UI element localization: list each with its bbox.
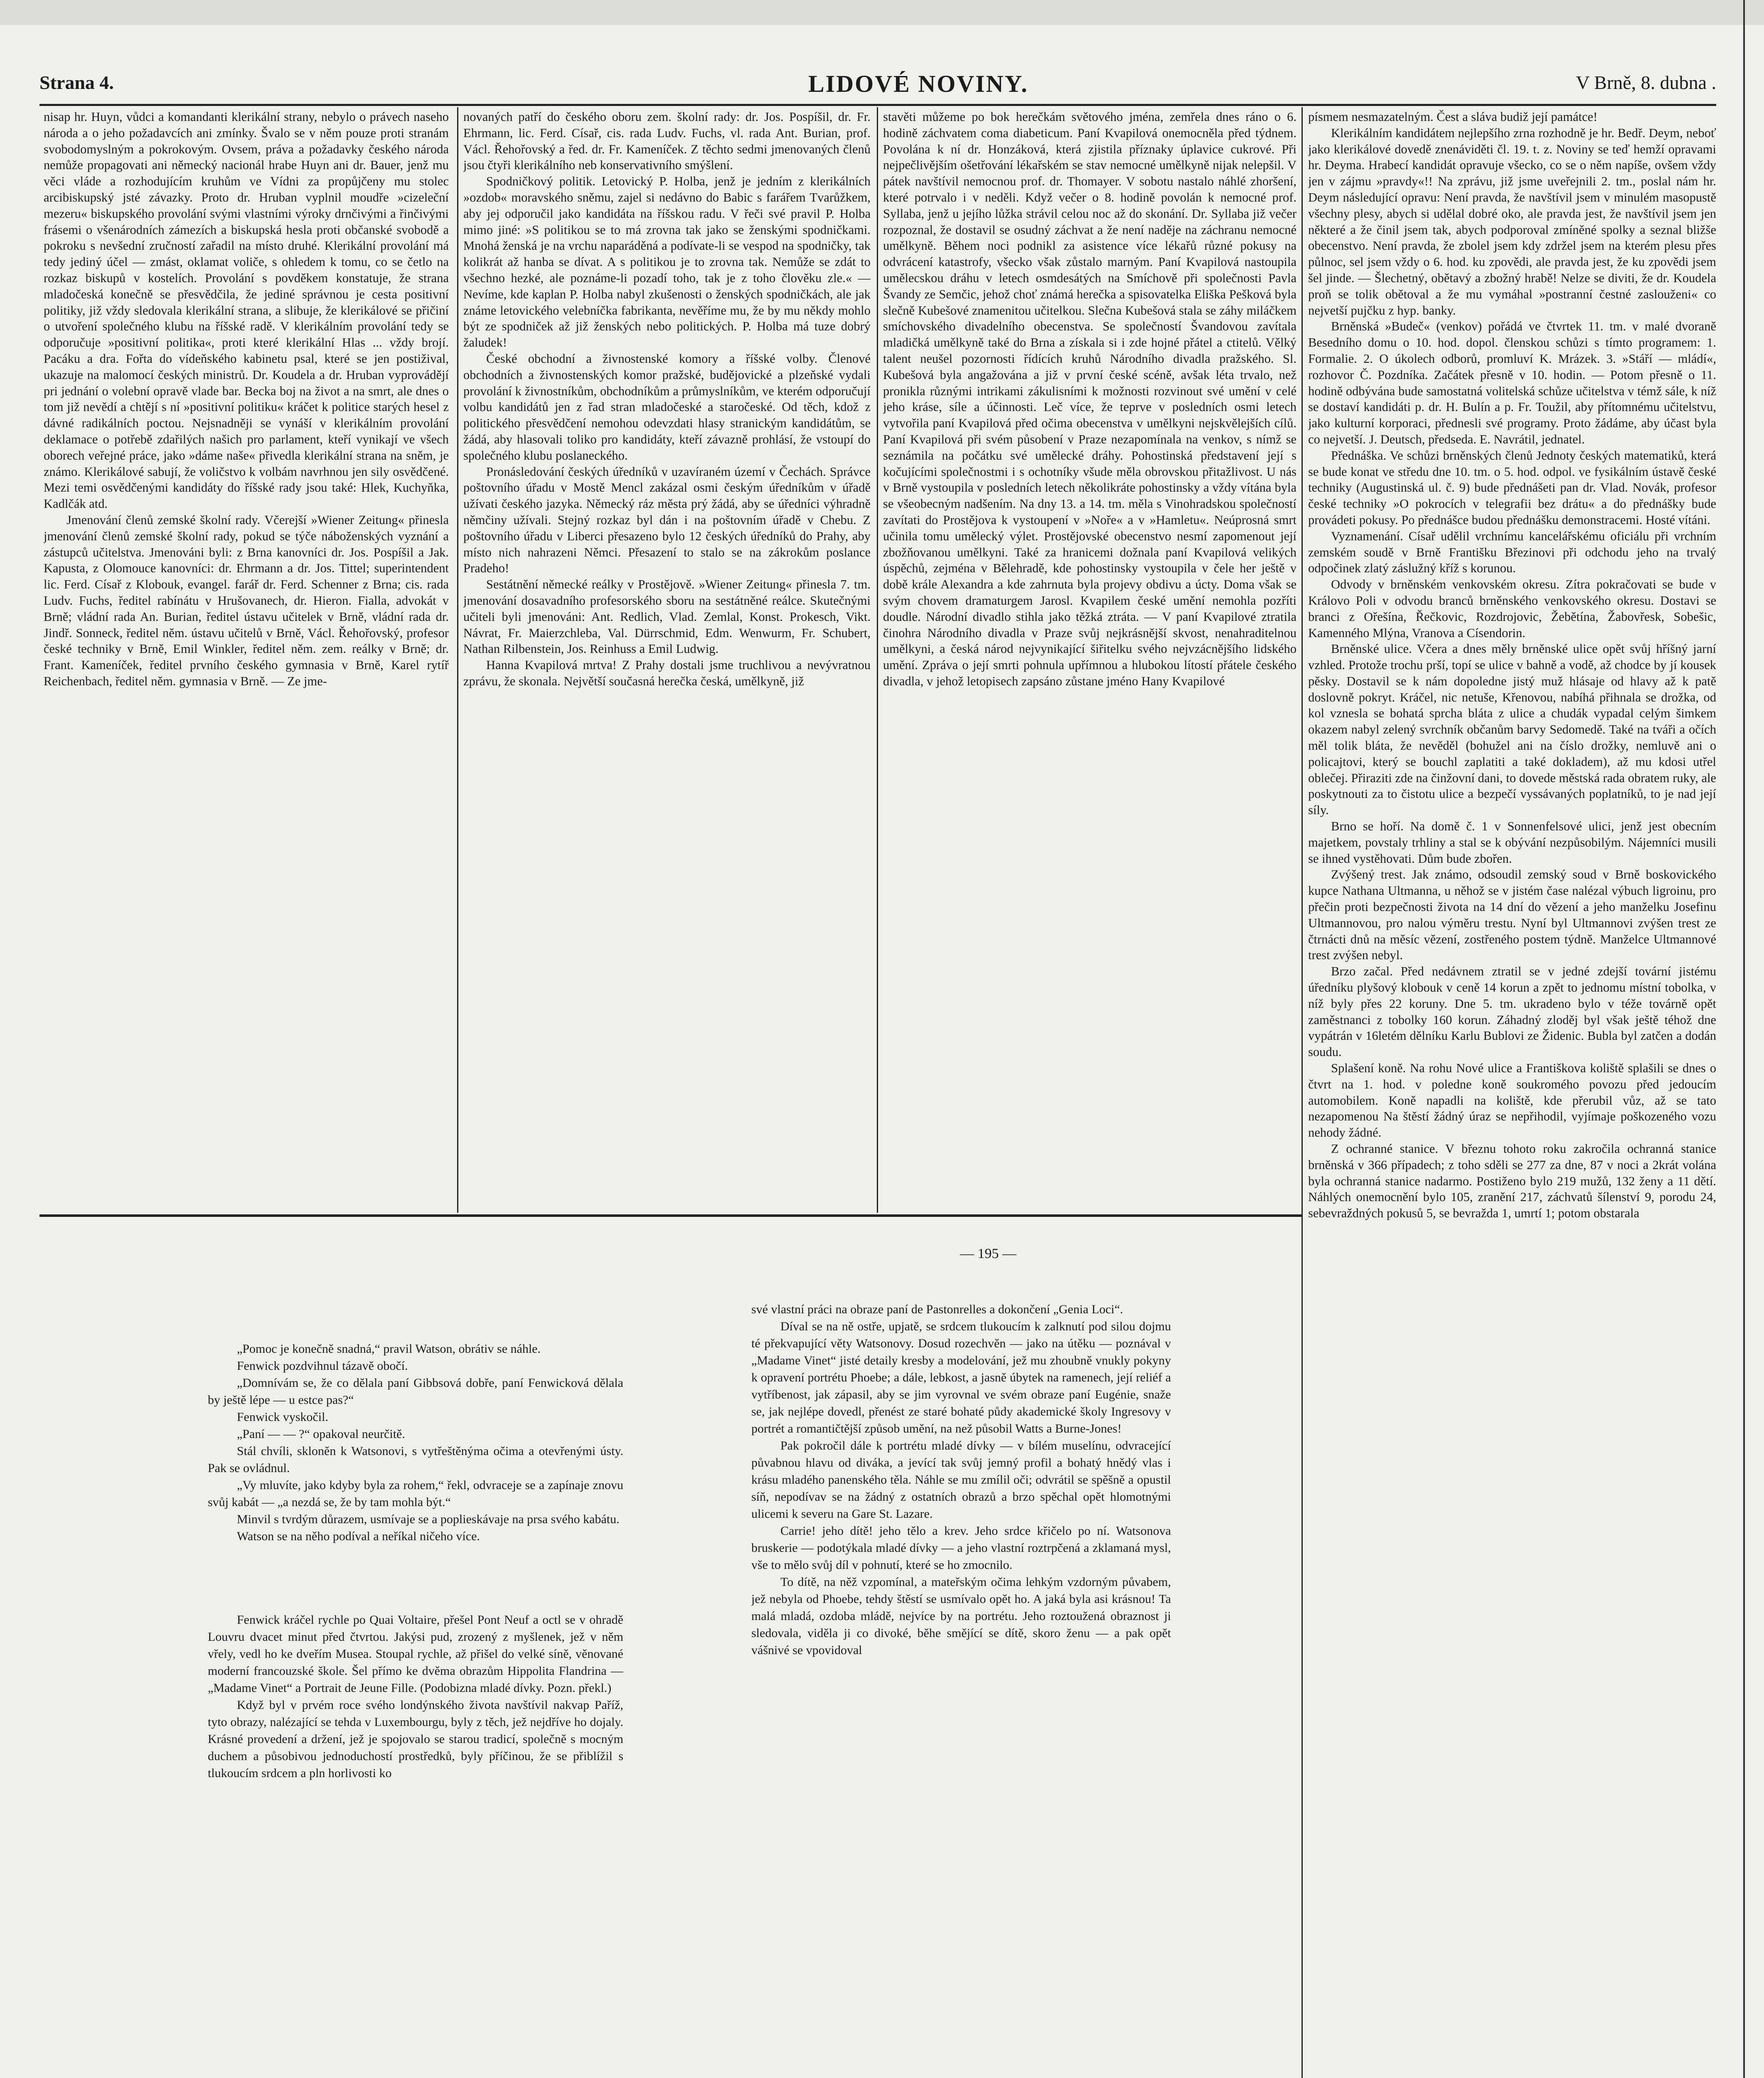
article-paragraph: Hanna Kvapilová mrtva! Z Prahy dostali jsme truchlivou a nevývratnou zprávu, že skonala. Největší současná herečka česká, umělkyně, již: [463, 658, 871, 688]
article-paragraph: Jmenování členů zemské školní rady. Včerejší »Wiener Zeitung« přinesla jmenování členů zemské školní rady, pokud se týče náboženských vyznání a zástupců učitelstva. Jmenováni byli: z Brna kanovníci dr. Jos. Pospíšil a Jak. Kapusta, z Olomouce kanovníci: dr. Ehrmann a dr. Jos. Tittel; superintendent lic. Ferd. Císař z Klobouk, evangel. farář dr. Ferd. Schenner z Brna; cis. rada Ludv. Fuchs, ředitel rabínátu v Hrušovanech, dr. Hieron. Fialla, advokát v Brně; vládní rada An. Burian, ředitel ústavu učitelek v Brně, vládní rada dr. Jindř. Sonneck, ředitel něm. ústavu učitelů v Brně, Václ. Řehořovský, profesor české techniky v Brně, Emil Winkler, ředitel něm. zem. reálky v Brně; dr. Frant. Kameníček, ředitel prvního českého gymnasia v Brně, Karel rytíř Reichenbach, ředitel něm. gymnasia v Brně. — Ze jme-: [44, 512, 449, 688]
article-paragraph: Spodničkový politik. Letovický P. Holba, jenž je jedním z klerikálních »ozdob« moravského sněmu, zajel si nedávno do Babic s farářem Tvarůžkem, aby jej odporučil jako kandidáta na říšskou radu. V řeči své pravil P. Holba mimo jiné: »S politikou se to má zrovna tak jako se ženskými spodničkami. Mnohá ženská je na vrchu naparáděná a podívate-li se vespod na spodničky, tak kolikrát až hanba se dívat. A s politikou je to zrovna tak. Nemůže se zdát to všechno hezké, ale poznáme-li pozadí toho, tak je z toho člověku zle.« — Nevíme, kde kaplan P. Holba nabyl zkušenosti o ženských spodničkách, ale jak známe letovického velebníčka fabrikanta, nevěříme mu, že by mu někdy mohlo být ze spodniček až již ženských nebo politických. P. Holba má tuze dobrý žaludek!: [463, 174, 871, 350]
masthead-title: LIDOVÉ NOVINY.: [808, 70, 1028, 97]
dateline: V Brně, 8. dubna .: [1576, 72, 1716, 93]
article-paragraph: novaných patří do českého oboru zem. školní rady: dr. Jos. Pospíšil, dr. Fr. Ehrmann, lic. Ferd. Císař, cis. rada Ludv. Fuchs, vl. rada Ant. Burian, prof. Václ. Řehořovský a řed. dr. Fr. Kameníček. Z těchto sedmi jmenovaných členů jsou čtyři klerikálního neb konservativního smýšlení.: [463, 110, 871, 172]
feuilleton-paragraph: „Paní — — ?“ opakoval neurčitě.: [237, 1427, 405, 1441]
news-column-3: [883, 109, 1297, 1211]
column-rule-1: [457, 107, 458, 1213]
article-paragraph: Brněnská »Budeč« (venkov) pořádá ve čtvrtek 11. tm. v malé dvoraně Besedního domu o 10. hod. dopol. členskou schůzi s tímto programem: 1. Formalie. 2. O úkolech odborů, promluví K. Mrázek. 3. »Stáří — mládí«, rozhovor Č. Pozdníka. Začátek přesně v 10. hodin. — Potom přesně o 11. hodině odbývána bude samostatná volitelská schůze učitelstva v témž sále, k níž se dostaví kandidáti p. dr. H. Bulín a p. Fr. Toužil, aby přítomnému učitelstvu, jako kulturní korporaci, přednesli své programy. Proto žádáme, aby účast byla co nejvetší. J. Deutsch, předseda. E. Navrátil, jednatel.: [1308, 319, 1716, 446]
column-rule-2: [877, 107, 878, 1213]
article-paragraph: Z ochranné stanice. V březnu tohoto roku zakročila ochranná stanice brněnská v 366 případech; z toho sděli se 277 za dne, 87 v noci a 2krát volána byla ochranná stanice nadarmo. Postiženo bylo 219 mužů, 132 ženy a 11 dětí. Náhlých onemocnění bylo 105, zranění 217, záchvatů šílenství 9, porodu 24, sebevraždných pokusů 5, se bevražda 1, umrtí 1; potom obstarala: [1308, 1142, 1716, 1221]
scan-top-shadow: [0, 0, 1764, 25]
article-paragraph: Vyznamenání. Císař udělil vrchnímu kancelářskému oficiálu při vrchním zemském soudě v Brně Františku Březinovi při odchodu jeho na trvalý odpočinek zlatý záslužný kříž s korunou.: [1308, 529, 1716, 576]
feuilleton-paragraph: To dítě, na něž vzpomínal, a mateřským očima lehkým vzdorným půvabem, jež nebyla od Phoebe, tehdy štěstí se usmívalo opět ho. A jaká byla asi krásnou! Ta malá mladá, ozdoba mládě, nejvíce by na portrétu. Jeho roztoužená obraznost ji sledovala, viděla ji co divoké, běhe smějící se dítě, skoro ženu — a pak opět vášnivé se vpovidoval: [751, 1575, 1171, 1657]
article-paragraph: Splašení koně. Na rohu Nové ulice a Františkova koliště splašili se dnes o čtvrt na 1. hod. v poledne koně soukromého povozu před jedoucím automobilem. Koně napadli na koliště, kde přerubil vůz, až se tato nezapomenou Na štěstí žádný úraz se nepřihodil, vyjímaje poškozeného vozu nehody žádné.: [1308, 1061, 1716, 1140]
page-header: [39, 70, 1716, 102]
article-paragraph: Brzo začal. Před nedávnem ztratil se v jedné zdejší tovární jistému úředníku plyšový klobouk v ceně 14 korun a zpět to jednomu místní tobolka, v níž byly přes 22 koruny. Dne 5. tm. ukradeno bylo v téže továrně opět zaměstnanci z tobolky 160 korun. Záhadný zloděj byl však ještě téhož dne vypátrán v 16letém dělníku Karlu Bublovi ze Židenic. Bubla byl zatčen a dodán soudu.: [1308, 964, 1716, 1059]
article-paragraph: Přednáška. Ve schůzi brněnských členů Jednoty českých matematiků, která se bude konat ve středu dne 10. tm. o 5. hod. odpol. ve fysikálním ústavě české techniky (Augustinská ul. č. 9) bude přednášeti pan dr. Vlad. Novák, profesor české techniky »O pokrocích v telegrafii bez drátu« a do přednášky bude provádeti pokusy. Po přednášce budou přednášku demonstracemi. Hosté vítáni.: [1308, 448, 1716, 527]
feuilleton-paragraph: Watson se na něho podíval a neříkal ničeho více.: [237, 1529, 480, 1543]
article-paragraph: stavěti můžeme po bok herečkám světového jména, zemřela dnes ráno o 6. hodině záchvatem coma diabeticum. Paní Kvapilová onemocněla před týdnem. Povolána k ní dr. Honzáková, která zjistila příznaky úplavice cukrové. Při nejpečlivějším ošetřování lékařském se stav nemocné umělkyně nijak nelepšil. V pátek navštívil nemocnou prof. dr. Thomayer. V sobotu nastalo náhlé zhoršení, které potrvalo i v neděli. Když večer o 8. hodině povolán k nemocné prof. Syllaba, jenž u jejího lůžka strávil celou noc až do skonání. Dr. Syllaba již večer rozpoznal, že dostavil se osudný záchvat a že není naděje na záchranu nemocné umělkyně. Během noci podnikl za asistence více lékařů různé pokusy na odvrácení katastrofy, všecko však zůstalo marným. Paní Kvapilová nastoupila umělecskou dráhu v letech osmdesátých na Smíchově při společnosti Pavla Švandy ze Semčic, jehož choť známá herečka a spisovatelka Eliška Pešková byla slečně Kubešové znamenitou učitelkou. Slečna Kubešová stala se záhy miláčkem smíchovského divadelního obecenstva. Se společností Švandovou zavítala mladičká umělkyně také do Brna a získala si i zde hojné přátel a ctitelů. Vělký talent neušel pozornosti řídících kruhů Národního divadla pražského. Sl. Kubešová byla angažována a již v první české scéně, avšak léta trvalo, než pronikla různými intrikami zákulisními k možnosti rozvinout své umění v celé jeho kráse, síle a účinnosti. Leč více, že teprve v posledních osmi letech vytvořila paní Kvapilová před očima obecenstva v umělkyni nejskvělejších cílů. Paní Kvapilová při svém působení v Praze nezapomínala na venkov, s nímž se seznámila na počátku své umělecké dráhy. Pohostinská představení její s kočujícími společnostmi i s ochotníky všude měla obrovskou přitažlivost. U nás v Brně vystoupila v posledních letech několikráte pohostinsky a vždy vítána byla se všeobecným nadšením. Na dny 13. a 14. tm. měla s Vinohradskou společností zavítati do Prostějova k vystoupení v »Noře« a v »Hamletu«. Neúprosná smrt učinila tomu umělecký výlet. Prostějovské obecenstvo nesmí zapomenout její zbožňovanou umělkyni. Také za hranicemi dožnala paní Kvapilová velikých úspěchů, zejména v Bělehradě, kde pohostinsky vystoupila v čele her ještě v době krále Alexandra a kde zahrnuta byla projevy obdivu a úcty. Doma však se svým chovem dramaturgem Jarosl. Kvapilem české umění nemohla pozříti doudle. Národní divadlo stihla jako těžká ztráta. — V paní Kvapilové ztratila činohra Národního divadla v Praze svůj nejkrásnější skvost, nenahraditelnou umělkyni, a česká národ nejvynikající šiřitelku svého nejvzácnějšího lidského umění. Zpráva o její smrti pohnula upřímnou a hlubokou lítostí přátele českého divadla, v jehož letopisech zapsáno zůstane jméno Hany Kvapilové: [883, 110, 1297, 688]
article-paragraph: Pronásledování českých úředníků v uzavíraném území v Čechách. Správce poštovního úřadu v Mostě Mencl zakázal osmi českým úředníkům v úřadě užívati českého jazyka. Německý ráz města prý žádá, aby se úředníci výhradně němčiny užívali. Stejný rozkaz byl dán i na poštovním úřadě v Chebu. Z poštovního úřadu v Liberci přesazeno bylo 12 českých úředníků do Prahy, aby místo nich nahrazeni Němci. Přesazení to stalo se na zákrokům poslance Pradeho!: [463, 464, 871, 576]
feuilleton-paragraph: Stál chvíli, skloněn k Watsonovi, s vytřeštěnýma očima a otevřenými ústy. Pak se ovládnul.: [208, 1444, 623, 1475]
feuilleton-left-column: [208, 1340, 623, 2078]
article-paragraph: Sestátnění německé reálky v Prostějově. »Wiener Zeitung« přinesla 7. tm. jmenování dosavadního profesorského sboru na sestátněné reálce. Skutečnými učiteli byli jmenováni: Ant. Redlich, Vlad. Zemlal, Konst. Prokesch, Vikt. Návrat, Fr. Maierzchleba, Val. Dürrschmid, Edm. Wenwurm, Fr. Schubert, Nathan Rilbenstein, Jos. Reinhuss a Emil Ludwig.: [463, 577, 871, 656]
feuilleton-section-break: [208, 1545, 623, 1611]
feuilleton-paragraph: Když byl v prvém roce svého londýnského života navštívil nakvap Paříž, tyto obrazy, nalézající se tehda v Luxembourgu, byly z těch, jež nejdříve ho dojaly. Krásné provedení a držení, jež je spojovalo se starou tradicí, společně s mocným duchem a působivou jednoduchostí prostředků, byly příčinou, že se přiblížil s tlukoucím srdcem a pln horlivosti ko: [208, 1698, 623, 1780]
article-paragraph: Odvody v brněnském venkovském okresu. Zítra pokračovati se bude v Královo Poli v odvodu branců brněnského venkovského okresu. Dostavi se branci z Ořešína, Řečkovic, Rozdrojovic, Žebětína, Žabovřesk, Sobešic, Kamenného Mlýna, Vranova a Císendorin.: [1308, 577, 1716, 640]
column-rule-3: [1301, 107, 1303, 2078]
feuilleton-paragraph: „Pomoc je konečně snadná,“ pravil Watson, obrátiv se náhle.: [237, 1342, 541, 1356]
page-label: Strana 4.: [39, 72, 114, 93]
feuilleton-paragraph: Minvil s tvrdým důrazem, usmívaje se a poplieskávaje na prsa svého kabátu.: [237, 1512, 620, 1526]
scan-right-edge: [1743, 0, 1745, 2078]
article-paragraph: Brněnské ulice. Včera a dnes měly brněnské ulice opět svůj hříšný jarní vzhled. Protože trochu prší, topí se ulice v bahně a vodě, až chodce by jí kousek pěsky. Dostavil se k nám dopoledne jistý muž hlásaje od hlavy až k patě doslovně pokryt. Kráčel, nic netuše, Křenovou, nabíhá přihnala se drožka, od kol vznesla se bohatá sprcha bláta z ulice a chudák vypadal celým šimkem okazem nabyl zelený svrchník občanům barvy Sedomedě. Také na tváři a očích měl tolik bláta, že nevěděl (bohužel ani na číslo drožky, nemluvě ani o policajtovi, který se bouchl zaplatiti a také dokladem), až mu kdosi utřel oblečej. Přiraziti zde na činžovní dani, to dovede městská rada obratem ruky, ale poskytnouti za to čistotu ulice a bezpečí vyssávaných poplatníků, to je nad její síly.: [1308, 642, 1716, 817]
article-paragraph: písmem nesmazatelným. Čest a sláva budiž její památce!: [1308, 110, 1598, 124]
article-paragraph: Zvýšený trest. Jak známo, odsoudil zemský soud v Brně boskovického kupce Nathana Ultmanna, u něhož se v jistém čase nalézal výbuch ligroinu, pro přečin proti bezpečnosti života na 14 dní do vězení a jeho manželku Josefinu Ultmannovou, pro nalou výměru trestu. Nyní byl Ultmannovi zvýšen trest ze čtrnácti dnů na měsíc vězení, zostřeného postem týdně. Manželce Ultmannové trest zvýšen nebyl.: [1308, 867, 1716, 963]
feuilleton-paragraph: Fenwick vyskočil.: [237, 1410, 328, 1424]
feuilleton-right-column: [751, 1301, 1171, 2078]
header-rule: [39, 104, 1716, 106]
feuilleton-paragraph: své vlastní práci na obraze paní de Pastonrelles a dokončení „Genia Loci“.: [751, 1302, 1123, 1316]
news-column-1: [44, 109, 449, 1211]
feuilleton-paragraph: Fenwick kráčel rychle po Quai Voltaire, přešel Pont Neuf a octl se v ohradě Louvru dvacet minut před čtvrtou. Jakýsi pud, zrozený z myšlenek, jež v něm vřely, vedl ho ke dveřím Musea. Stoupal rychle, až přišel do velké síně, věnované moderní francouzské škole. Šel přímo ke dvěma obrazům Hippolita Flandrina — „Madame Vinet“ a Portrait de Jeune Fille. (Podobizna mladé dívky. Pozn. překl.): [208, 1613, 623, 1695]
article-paragraph: Brno se hoří. Na domě č. 1 v Sonnenfelsové ulici, jenž jest obecním majetkem, povstaly trhliny a stal se k obývání nezpůsobilým. Nájemníci musili se ihned vystěhovati. Dům bude zbořen.: [1308, 819, 1716, 866]
page-number: — 195 —: [960, 1246, 1016, 1261]
article-paragraph: České obchodní a živnostenské komory a říšské volby. Členové obchodních a živnostenských komor pražské, budějovické a plzeňské vydali provolání k živnostníkům, obchodníkům a průmyslníkům, ve kterém odporučují volbu kandidátů jen z řad stran mladočeské a staročeské. Od těch, kdož z politického přesvědčení nemohou odevzdati hlasy stranickým kandidátům, se žádá, aby hlasovali toliko pro kandidáty, kteří závazně prohlásí, že vstoupí do společného klubu poslaneckého.: [463, 351, 871, 463]
news-column-4: [1308, 109, 1716, 2078]
feuilleton-paragraph: Carrie! jeho dítě! jeho tělo a krev. Jeho srdce křičelo po ní. Watsonova bruskerie — podotýkala mladé dívky — a jeho vlastní roztrpčená a zklamaná mysl, vše to mělo svůj díl v pohnutí, které se ho zmocnilo.: [751, 1524, 1171, 1572]
feuilleton-rule: [39, 1214, 1301, 1217]
article-paragraph: nisap hr. Huyn, vůdci a komandanti klerikální strany, nebylo o právech naseho národa a o jeho požadavcích ani zmínky. Švalo se v něm pouze proti stranám svobodomyslným a pokrokovým. Ovsem, práva a požadavky českého národa nemůže propagovati ani německý nacionál hrabe Huyn ani dr. Bauer, jenž mu věci vláde a rozhodujícím kruhům ve Vídni za propůjčeny mu stolec arcibiskupský jsté závazky. Proto dr. Hruban vyplnil moudře »cizeleční mezeru« biskupského provolání svými vlastními výroky drnčivými a řinčivými frásemi o všenárodních zámezích a biskupská hesla proti občanské svobodě a pokroku s nevšední zručností zařadil na místo druhé. Klerikální provolání má tedy jediný účel — zmást, oklamat voliče, s ohledem k tomu, co se četlo na rozkaz biskupů v kostelích. Provolání s povděkem konstatuje, že strana mladočeská konečně se přesvědčila, že jediné správnou je cesta positivní politiky, již vždy sledovala klerikální strana, a slibuje, že klerikálové se přičiní o utvoření společného klubu na říšské radě. V klerikálním provolání tedy se odporučuje »positivní politika«, proti které klerikální Hlas ... vždy brojí. Pacáku a dra. Fořta do vídeňského kabinetu psal, které se jen postižival, ukazuje na malomocí českých ministrů. Dr. Koudela a dr. Hruban vyprovádějí pri jednání o volební opravě vlade bar. Becka boj na život a na smrt, ale dnes o tom již nevědí a chtějí s ní »positivní politiku« kráčet k politice starých hesel z dávné radikálních poctou. Nejsnadněji se vynáší v klerikálním provolání deklamace o potřebě zdařilých našich pro parlament, kteří vynikají ve všech oborech veřejné práce, jako »dáme naše« přivedla klerikální strana na sněm, je známo. Klerikálové sabují, že voličstvo k volbám navrhnou jen sily osvědčené. Mezi temi osvědčenými kandidáty do říšské rady jsou také: Hlek, Kuchyňka, Kadlčák atd.: [44, 110, 449, 511]
feuilleton-paragraph: „Vy mluvíte, jako kdyby byla za rohem,“ řekl, odvraceje se a zapínaje znovu svůj kabát — „a nezdá se, že by tam mohla být.“: [208, 1478, 623, 1509]
feuilleton-paragraph: Fenwick pozdvihnul tázavě obočí.: [237, 1359, 408, 1373]
feuilleton-paragraph: Pak pokročil dále k portrétu mladé dívky — v bílém muselínu, odvracející půvabnou hlavu od diváka, a jevící tak svůj jemný profil a bohatý hnědý vlas i krásu mladého panenského těla. Náhle se mu zmílil oči; odvrátil se spěšně a opustil síň, nepodívav se na žádný z ostatních obrazů a brzo spěchal opět hlomotnými ulicemi k severu na Gare St. Lazare.: [751, 1439, 1171, 1521]
news-column-2: [463, 109, 871, 1211]
article-paragraph: Klerikálním kandidátem nejlepšího zrna rozhodně je hr. Bedř. Deym, neboť jako klerikálové dovedě znenáviděti čl. 19. t. z. Noviny se teď hemží opravami hr. Deyma. Hrabecí kandidát opravuje všecko, co se o něm napíše, ovšem vždy jen v zájmu »pravdy«!! Na zprávu, již jsme uveřejnili 2. tm., poslal nám hr. Deym následující opravu: Není pravda, že navštívil jsem v minulém masopustě všechny plesy, abych si udělal dobré oko, ale pravda jest, že navštívil jsem jen některé a že činil jsem tak, abych podporoval zmíněné spolky a seznal bližše obecenstvo. Není pravda, že zbolel jsem kdy zdržel jsem na kterém plesu přes půlnoc, sel jsem vždy o 6. hod. ku zpovědi, ale pravda jest, že ku zpovědi jsem šel jinde. — Šlechetný, obětavý a zbožný hrabě! Nelze se diviti, že dr. Koudela proň se tolik obětoval a že mu vymáhal »postranní čestné zaslouženi« co nejvetší pujčku z hyp. banky.: [1308, 126, 1716, 318]
feuilleton-paragraph: Díval se na ně ostře, upjatě, se srdcem tlukoucím k zalknutí pod silou dojmu té překvapující věty Watsonovy. Dosud rozechvěn — jako na útěku — poznával v „Madame Vinet“ jisté detaily kresby a modelování, jež mu zhoubně vnukly pokyny k opravení portrétu Phoebe; a dále, lebkost, a jasně úbytek na ramenech, její reliéf a vytříbenost, jak zápasil, aby se jim vyrovnal ve svém obraze paní Eugénie, snaže se, jak nejlépe dovedl, přenést ze staré bohaté půdy akademické školy Ingresovy v portrét a romantičtější způsob umění, na než působil Watts a Burne-Jones!: [751, 1320, 1171, 1435]
feuilleton-paragraph: „Domnívám se, že co dělala paní Gibbsová dobře, paní Fenwicková dělala by ještě lépe — u estce pas?“: [208, 1376, 623, 1407]
